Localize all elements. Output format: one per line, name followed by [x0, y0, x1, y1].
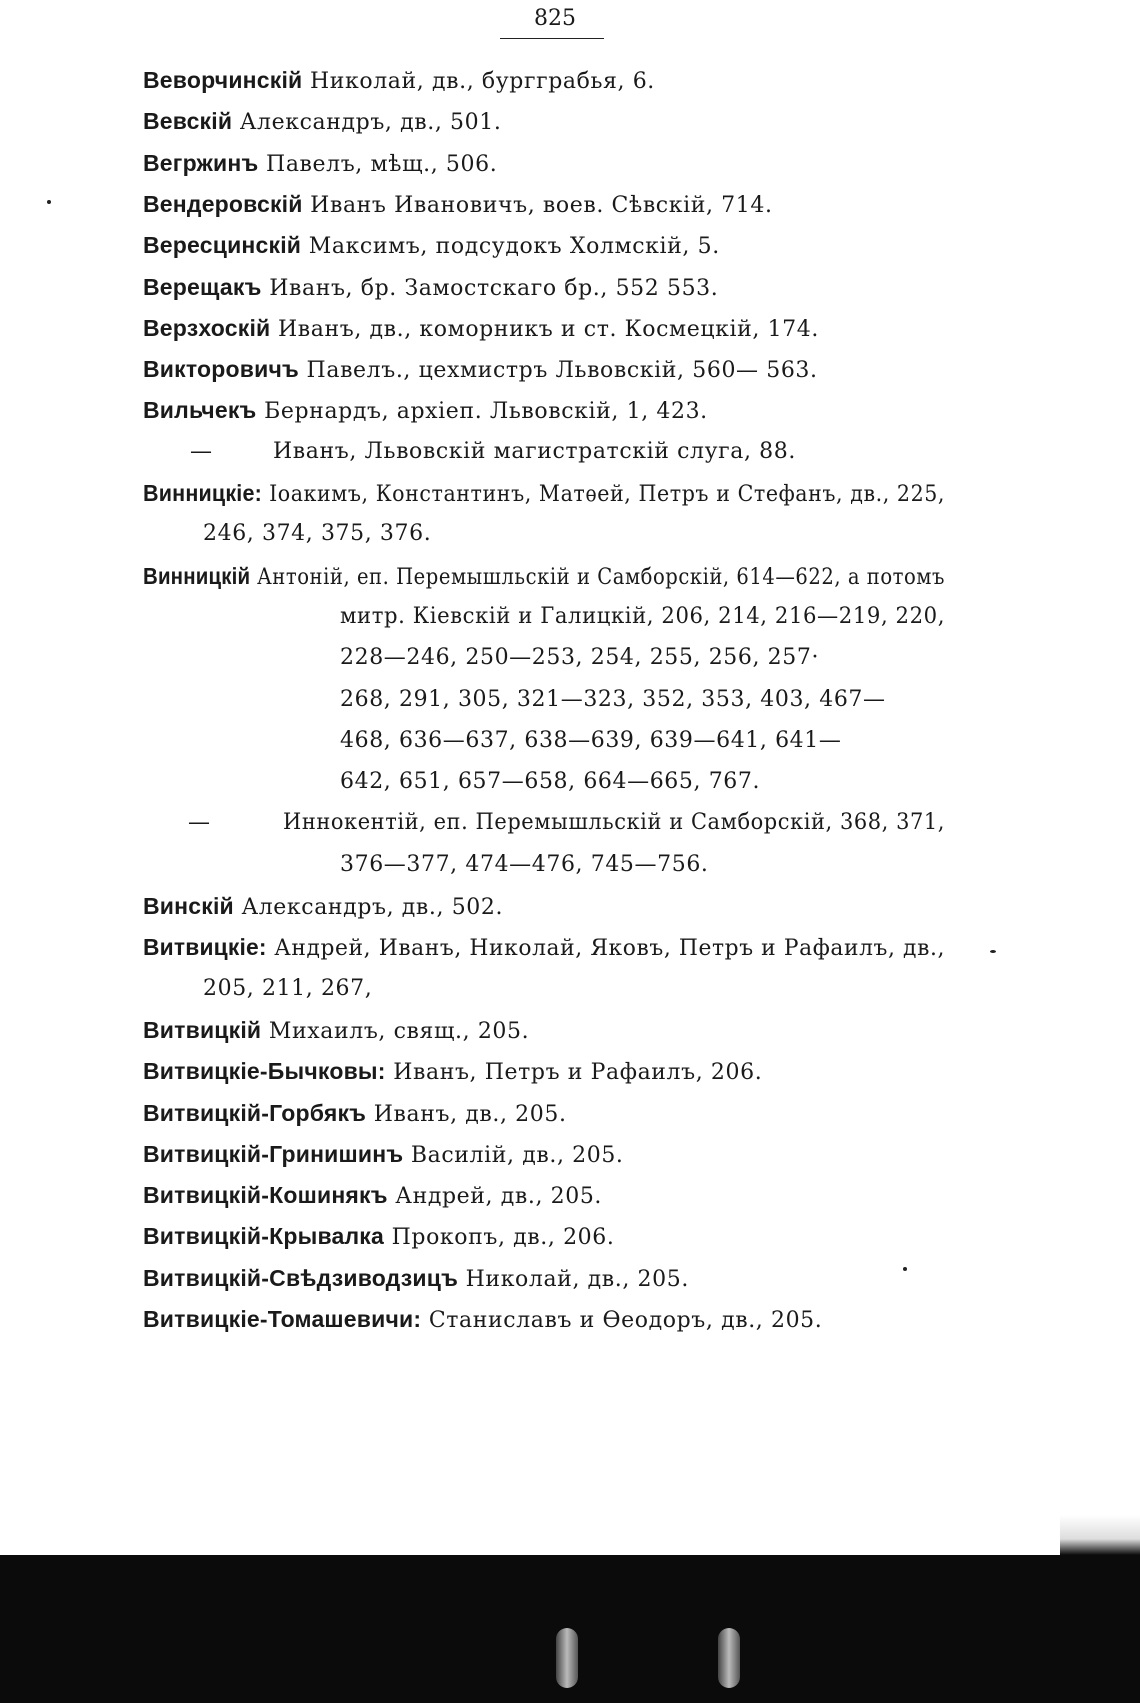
- index-entry: [143, 1258, 689, 1300]
- entry-headword: Витвицкій: [143, 1016, 262, 1043]
- entry-text: Николай, дв., бургграбья, 6.: [302, 69, 655, 94]
- entry-text: Николай, дв., 205.: [458, 1266, 689, 1292]
- index-entry: [143, 1093, 567, 1135]
- entry-headword: Витвицкіе-Бычковы:: [143, 1058, 386, 1085]
- entry-headword: Вересцинскій: [143, 232, 302, 259]
- entry-continuation: 228—246, 250—253, 254, 255, 256, 257·: [340, 645, 820, 671]
- entry-headword: Вегржинъ: [143, 149, 259, 176]
- index-entry: [143, 60, 655, 102]
- index-entry: [143, 390, 708, 432]
- repeat-dash: —: [188, 810, 210, 836]
- entry-headword: Витвицкій-Кошинякъ: [143, 1182, 388, 1209]
- entry-text: Антоній, еп. Перемышльскій и Самборскій, 614—622, а потомъ: [250, 564, 945, 590]
- entry-text: Иванъ, Петръ и Рафаилъ, 206.: [385, 1060, 763, 1086]
- index-entry: [143, 1010, 529, 1052]
- entry-headword: Викторовичъ: [143, 356, 299, 383]
- entry-headword: Вевскій: [143, 108, 233, 135]
- entry-text: Андрей, Иванъ, Николай, Яковъ, Петръ и Рафаилъ, дв.,: [266, 936, 945, 962]
- entry-headword: Витвицкій-Крывалка: [143, 1223, 385, 1250]
- entry-headword: Витвицкій-Свѣдзиводзицъ: [143, 1264, 459, 1291]
- entry-headword: Вильчекъ: [143, 397, 257, 424]
- binder-ring: [556, 1628, 578, 1688]
- entry-continuation: 205, 211, 267,: [203, 975, 373, 1001]
- entry-headword: Верзхоскій: [143, 314, 271, 341]
- index-entry: [143, 927, 945, 969]
- scan-speck: [47, 200, 51, 204]
- entry-text: Александръ, дв., 502.: [233, 895, 504, 920]
- scan-speck: [990, 950, 996, 953]
- index-entry: [143, 267, 718, 309]
- index-entry: [143, 349, 818, 391]
- entry-continuation: 268, 291, 305, 321—323, 352, 353, 403, 467—: [340, 686, 886, 712]
- entry-text: Іоакимъ, Константинъ, Матѳей, Петръ и Стефанъ, дв., 225,: [261, 482, 945, 507]
- scan-page-corner: [1060, 1515, 1140, 1555]
- entry-continuation: 468, 636—637, 638—639, 639—641, 641—: [340, 727, 842, 753]
- index-entry: [143, 1134, 624, 1176]
- entry-headword: Витвицкій-Горбякъ: [143, 1099, 367, 1126]
- entry-text: Иванъ, Львовскій магистратскій слуга, 88.: [273, 438, 796, 464]
- repeat-dash: —: [190, 438, 212, 464]
- scan-speck: [903, 1267, 907, 1271]
- page-number-rule: [500, 38, 604, 39]
- index-entry: [143, 1216, 614, 1258]
- entry-text: Максимъ, подсудокъ Холмскій, 5.: [301, 234, 720, 260]
- entry-text: Иванъ Ивановичъ, воев. Сѣвскій, 714.: [302, 192, 773, 218]
- index-entry: [143, 101, 501, 143]
- entry-text: Василій, дв., 205.: [403, 1142, 624, 1168]
- entry-text: Прокопъ, дв., 206.: [384, 1225, 615, 1251]
- entry-headword: Верещакъ: [143, 273, 262, 300]
- index-entry: [143, 556, 945, 598]
- index-entry: [143, 1299, 822, 1341]
- entry-text: Иванъ, дв., 205.: [366, 1101, 567, 1127]
- index-entry: [143, 184, 773, 226]
- entry-continuation: 642, 651, 657—658, 664—665, 767.: [340, 769, 761, 795]
- entry-continuation: 376—377, 474—476, 745—756.: [340, 851, 709, 877]
- entry-text: Павелъ., цехмистръ Львовскій, 560— 563.: [298, 358, 818, 384]
- entry-text: Михаилъ, свящ., 205.: [261, 1018, 530, 1044]
- entry-text: Станиславъ и Ѳеодоръ, дв., 205.: [421, 1308, 823, 1333]
- entry-text: Павелъ, мѣщ., 506.: [258, 151, 498, 177]
- entry-text: Бернардъ, архіеп. Львовскій, 1, 423.: [256, 399, 708, 425]
- entry-text: Иванъ, бр. Замостскаго бр., 552 553.: [261, 275, 719, 301]
- entry-headword: Витвицкіе:: [143, 934, 267, 961]
- entry-headword: Винскій: [143, 893, 234, 919]
- entry-text: Александръ, дв., 501.: [232, 110, 502, 136]
- index-entry: [143, 1051, 762, 1093]
- entry-text: Иннокентій, еп. Перемышльскій и Самборскій, 368, 371,: [283, 810, 945, 836]
- page-number: 825: [534, 6, 576, 31]
- entry-text: Андрей, дв., 205.: [387, 1184, 603, 1210]
- index-entry: [143, 1175, 602, 1217]
- entry-headword: Веворчинскій: [143, 67, 303, 93]
- index-entry: [143, 473, 945, 515]
- index-entry: [143, 308, 819, 350]
- entry-headword: Вендеровскій: [143, 190, 303, 217]
- entry-text: Иванъ, дв., коморникъ и ст. Космецкій, 174.: [270, 316, 819, 342]
- index-entry: [283, 803, 945, 843]
- binder-ring: [718, 1628, 740, 1688]
- entry-headword: Винницкій: [143, 562, 251, 589]
- entry-continuation: 246, 374, 375, 376.: [203, 521, 432, 547]
- index-entry: [143, 886, 503, 928]
- entry-continuation: митр. Кіевскій и Галицкій, 206, 214, 216—219, 220,: [340, 603, 945, 629]
- entry-headword: Витвицкій-Гринишинъ: [143, 1140, 404, 1167]
- index-entry: [273, 432, 796, 472]
- index-entry: [143, 225, 720, 267]
- entry-headword: Витвицкіе-Томашевичи:: [143, 1306, 422, 1332]
- index-entry: [143, 143, 497, 185]
- entry-headword: Винницкіе:: [143, 480, 262, 506]
